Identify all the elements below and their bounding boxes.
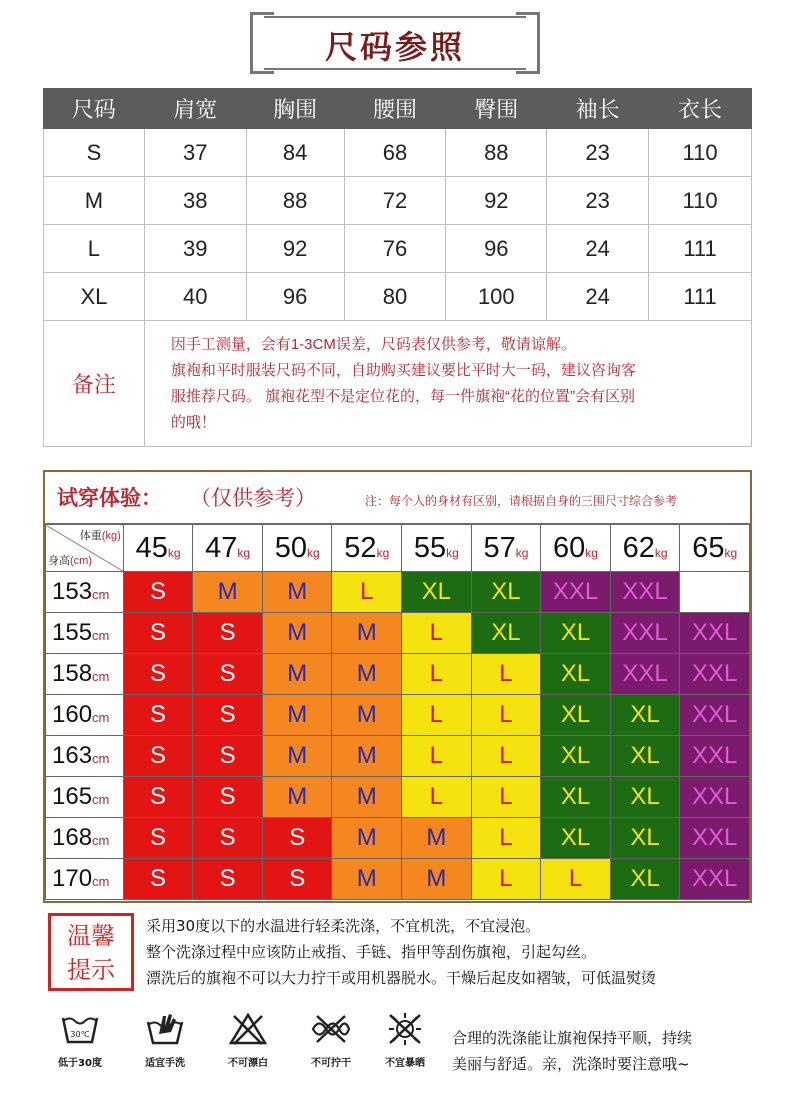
note-label: 备注 [44, 321, 145, 447]
table-cell: 100 [446, 273, 547, 321]
care-item-no-bleach [213, 1012, 283, 1069]
height-row [46, 818, 750, 859]
size-cell: XXL [541, 572, 611, 613]
weight-header-cell: 50kg [262, 525, 332, 572]
header-cell: 袖长 [547, 89, 649, 129]
height-row [46, 695, 750, 736]
note-text [144, 321, 751, 447]
size-cell: M [332, 736, 402, 777]
table-cell: 39 [144, 225, 246, 273]
care-label: 低于30度 [58, 1058, 102, 1069]
size-cell: M [332, 859, 402, 900]
height-label-cell: 168cm [46, 818, 124, 859]
title-banner [250, 12, 540, 74]
table-row [44, 273, 752, 321]
table-cell: 72 [344, 177, 446, 225]
table-cell: 96 [446, 225, 547, 273]
size-table [43, 88, 752, 447]
table-cell: XL [44, 273, 145, 321]
tryon-header [45, 472, 750, 524]
height-row [46, 777, 750, 818]
header-cell: 臀围 [446, 89, 547, 129]
table-cell: 80 [344, 273, 446, 321]
table-cell: S [44, 129, 145, 177]
care-item-no-wring [296, 1012, 366, 1069]
size-cell: S [123, 572, 193, 613]
table-row [44, 225, 752, 273]
table-cell: 84 [246, 129, 344, 177]
size-cell [680, 572, 750, 613]
table-row [44, 177, 752, 225]
size-cell: XL [541, 695, 611, 736]
care-item-hand-wash [130, 1012, 200, 1069]
size-cell: XXL [610, 572, 680, 613]
weight-header-cell: 55kg [402, 525, 472, 572]
size-cell: S [123, 654, 193, 695]
no-sun-icon [385, 1012, 425, 1046]
no-bleach-icon [228, 1012, 268, 1046]
note-line: 服推荐尺码。 旗袍花型不是定位花的，每一件旗袍“花的位置”会有区别 [170, 387, 636, 405]
height-label-cell: 158cm [46, 654, 124, 695]
size-cell: S [123, 695, 193, 736]
size-cell: XXL [680, 736, 750, 777]
corner-height: 身高(cm) [48, 555, 92, 567]
size-cell: S [193, 613, 263, 654]
size-cell: S [193, 736, 263, 777]
tips-line: 采用30度以下的水温进行轻柔洗涤，不宜机洗，不宜浸泡。 [146, 917, 541, 935]
tips-label-box [48, 913, 134, 991]
size-cell: XXL [680, 859, 750, 900]
size-cell: XL [541, 654, 611, 695]
height-row [46, 654, 750, 695]
size-cell: XXL [680, 613, 750, 654]
size-cell: S [262, 859, 332, 900]
note-row [44, 321, 752, 447]
size-cell: L [471, 859, 541, 900]
size-cell: S [193, 777, 263, 818]
weight-header-cell: 60kg [541, 525, 611, 572]
size-cell: M [402, 859, 472, 900]
size-cell: XXL [610, 613, 680, 654]
size-cell: XL [402, 572, 472, 613]
table-row [44, 129, 752, 177]
weight-header-cell: 62kg [610, 525, 680, 572]
table-cell: 37 [144, 129, 246, 177]
care-item-no-sun [370, 1012, 440, 1069]
tips-line: 漂洗后的旗袍不可以大力拧干或用机器脱水。干燥后起皮如褶皱，可低温熨烫 [146, 969, 657, 987]
size-cell: XL [471, 613, 541, 654]
size-cell: S [123, 777, 193, 818]
size-cell: M [332, 654, 402, 695]
size-cell: S [123, 859, 193, 900]
size-cell: XL [541, 777, 611, 818]
height-label-cell: 160cm [46, 695, 124, 736]
size-cell: S [262, 818, 332, 859]
height-row [46, 736, 750, 777]
height-label-cell: 163cm [46, 736, 124, 777]
height-label-cell: 165cm [46, 777, 124, 818]
no-wring-icon [309, 1012, 353, 1046]
height-row [46, 572, 750, 613]
table-cell: 92 [246, 225, 344, 273]
size-cell: M [262, 654, 332, 695]
table-cell: 110 [649, 129, 752, 177]
size-cell: S [193, 859, 263, 900]
size-cell: M [332, 777, 402, 818]
corner-weight: 体重(kg) [79, 530, 121, 542]
size-cell: L [471, 736, 541, 777]
height-row [46, 859, 750, 900]
table-cell: 23 [547, 129, 649, 177]
care-label: 不宜暴晒 [385, 1058, 425, 1069]
tips-label-line: 提示 [67, 956, 115, 984]
size-cell: M [332, 613, 402, 654]
hand-wash-icon [145, 1012, 185, 1046]
svg-text:30℃: 30℃ [70, 1030, 90, 1039]
care-label: 不可拧干 [311, 1058, 351, 1069]
weight-header-cell: 65kg [680, 525, 750, 572]
care-label: 不可漂白 [228, 1058, 268, 1069]
table-cell: 111 [649, 273, 752, 321]
tips-line: 整个洗涤过程中应该防止戒指、手链、指甲等刮伤旗袍，引起勾丝。 [146, 943, 597, 961]
size-table-header [44, 89, 752, 129]
note-line: 因手工测量，会有1-3CM误差，尺码表仅供参考，敬请谅解。 [170, 335, 576, 353]
size-cell: M [262, 695, 332, 736]
table-cell: 92 [446, 177, 547, 225]
size-cell: XXL [610, 654, 680, 695]
size-cell: XL [541, 818, 611, 859]
size-cell: S [193, 818, 263, 859]
wash-30-icon [60, 1012, 100, 1046]
size-cell: L [471, 777, 541, 818]
size-cell: XL [610, 736, 680, 777]
header-cell: 胸围 [246, 89, 344, 129]
table-cell: 88 [446, 129, 547, 177]
table-cell: 24 [547, 225, 649, 273]
size-cell: L [471, 818, 541, 859]
tryon-title: 试穿体验： [57, 486, 162, 510]
size-cell: XL [610, 777, 680, 818]
size-cell: XXL [680, 777, 750, 818]
size-cell: M [262, 572, 332, 613]
height-label-cell: 155cm [46, 613, 124, 654]
header-cell: 腰围 [344, 89, 446, 129]
corner-cell [46, 525, 124, 572]
care-label: 适宜手洗 [145, 1058, 185, 1069]
size-cell: XL [610, 818, 680, 859]
table-cell: 24 [547, 273, 649, 321]
size-cell: L [332, 572, 402, 613]
tryon-subtitle: （仅供参考） [190, 486, 316, 510]
weight-header-cell: 52kg [332, 525, 402, 572]
size-cell: L [402, 695, 472, 736]
table-cell: L [44, 225, 145, 273]
size-cell: M [332, 818, 402, 859]
weight-header-cell: 45kg [123, 525, 193, 572]
table-cell: 23 [547, 177, 649, 225]
size-cell: XXL [680, 818, 750, 859]
size-cell: L [471, 695, 541, 736]
table-cell: 76 [344, 225, 446, 273]
table-cell: 111 [649, 225, 752, 273]
size-cell: XL [541, 613, 611, 654]
tryon-grid [45, 524, 750, 900]
size-cell: XL [610, 859, 680, 900]
care-item-wash-30 [45, 1012, 115, 1069]
size-cell: L [402, 777, 472, 818]
size-cell: XL [541, 736, 611, 777]
note-line: 的哦！ [170, 413, 216, 431]
size-cell: S [193, 695, 263, 736]
size-cell: M [332, 695, 402, 736]
care-text-line: 合理的洗涤能让旗袍保持平顺，持续 [452, 1029, 693, 1047]
table-cell: M [44, 177, 145, 225]
care-text [452, 1025, 692, 1077]
size-cell: L [402, 736, 472, 777]
size-cell: M [402, 818, 472, 859]
table-cell: 96 [246, 273, 344, 321]
weight-header-row [46, 525, 750, 572]
weight-header-cell: 47kg [193, 525, 263, 572]
page-title: 尺码参照 [324, 28, 465, 66]
table-cell: 88 [246, 177, 344, 225]
size-cell: S [123, 818, 193, 859]
tryon-panel [43, 470, 752, 903]
tips-label-line: 温馨 [67, 922, 115, 950]
size-cell: M [262, 736, 332, 777]
header-cell: 尺码 [44, 89, 145, 129]
size-cell: L [402, 654, 472, 695]
size-cell: XL [610, 695, 680, 736]
size-cell: M [262, 613, 332, 654]
height-row [46, 613, 750, 654]
header-cell: 衣长 [649, 89, 752, 129]
size-cell: S [123, 613, 193, 654]
size-cell: L [402, 613, 472, 654]
care-text-line: 美丽与舒适。亲，洗涤时要注意哦~ [452, 1055, 690, 1073]
size-cell: L [541, 859, 611, 900]
height-label-cell: 170cm [46, 859, 124, 900]
header-cell: 肩宽 [144, 89, 246, 129]
note-line: 旗袍和平时服装尺码不同，自助购买建议要比平时大一码，建议咨询客 [170, 361, 636, 379]
size-cell: S [193, 654, 263, 695]
size-cell: XXL [680, 654, 750, 695]
size-cell: XL [471, 572, 541, 613]
table-cell: 40 [144, 273, 246, 321]
height-label-cell: 153cm [46, 572, 124, 613]
table-cell: 68 [344, 129, 446, 177]
size-cell: M [262, 777, 332, 818]
tips-text [146, 913, 656, 991]
tryon-note: 注：每个人的身材有区别，请根据自身的三围尺寸综合参考 [365, 494, 678, 508]
size-cell: S [123, 736, 193, 777]
size-cell: XXL [680, 695, 750, 736]
table-cell: 38 [144, 177, 246, 225]
table-cell: 110 [649, 177, 752, 225]
size-cell: L [471, 654, 541, 695]
size-cell: M [193, 572, 263, 613]
weight-header-cell: 57kg [471, 525, 541, 572]
